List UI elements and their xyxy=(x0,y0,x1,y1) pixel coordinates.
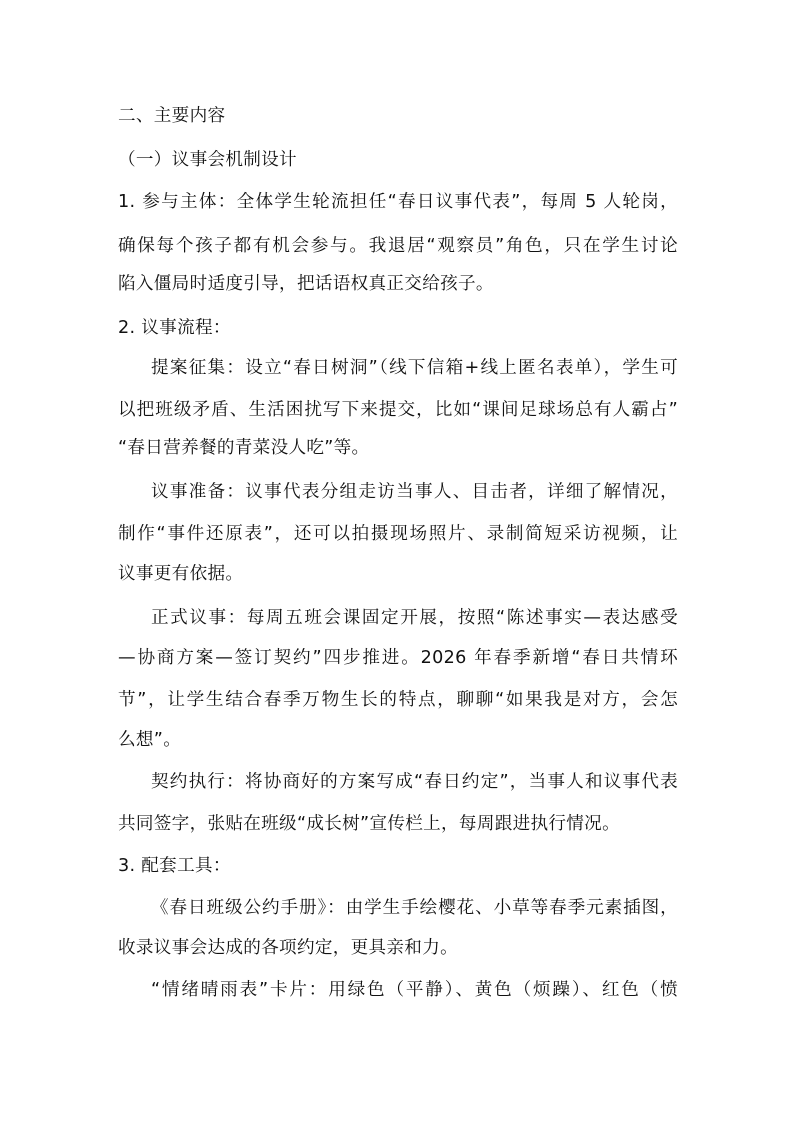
body-line: 陷入僵局时适度引导，把话语权真正交给孩子。 xyxy=(118,274,494,294)
body-line: “春日营养餐的青菜没人吃”等。 xyxy=(118,438,370,458)
body-line: “情绪晴雨表”卡片：用绿色（平静）、黄色（烦躁）、红色（愤 xyxy=(151,980,678,1000)
body-line: 《春日班级公约手册》：由学生手绘樱花、小草等春季元素插图， xyxy=(151,898,678,918)
body-line: 制作“事件还原表”，还可以拍摄现场照片、录制简短采访视频，让 xyxy=(118,524,678,544)
list-heading: 3. 配套工具： xyxy=(118,856,231,876)
list-heading: 2. 议事流程： xyxy=(118,318,231,338)
body-line: 确保每个孩子都有机会参与。我退居“观察员”角色，只在学生讨论 xyxy=(118,236,678,256)
body-line: 契约执行：将协商好的方案写成“春日约定”，当事人和议事代表 xyxy=(151,772,678,792)
body-line: 以把班级矛盾、生活困扰写下来提交，比如“课间足球场总有人霸占” xyxy=(118,400,678,420)
body-line: —协商方案—签订契约”四步推进。2026 年春季新增“春日共情环 xyxy=(118,648,678,668)
body-line: 共同签字，张贴在班级“成长树”宣传栏上，每周跟进执行情况。 xyxy=(118,814,620,834)
body-line: 议事更有依据。 xyxy=(118,564,244,584)
body-line: 节”，让学生结合春季万物生长的特点，聊聊“如果我是对方，会怎 xyxy=(118,690,678,710)
body-line: 议事准备：议事代表分组走访当事人、目击者，详细了解情况， xyxy=(151,482,678,502)
body-line: 正式议事：每周五班会课固定开展，按照“陈述事实—表达感受 xyxy=(151,608,678,628)
body-line: 提案征集：设立“春日树洞”（线下信箱+线上匿名表单），学生可 xyxy=(151,358,678,378)
body-line: 收录议事会达成的各项约定，更具亲和力。 xyxy=(118,938,458,958)
subsection-heading: （一）议事会机制设计 xyxy=(118,150,297,170)
section-heading: 二、主要内容 xyxy=(118,106,226,126)
body-line: 么想”。 xyxy=(118,730,182,750)
body-line: 1. 参与主体：全体学生轮流担任“春日议事代表”，每周 5 人轮岗， xyxy=(118,192,678,212)
